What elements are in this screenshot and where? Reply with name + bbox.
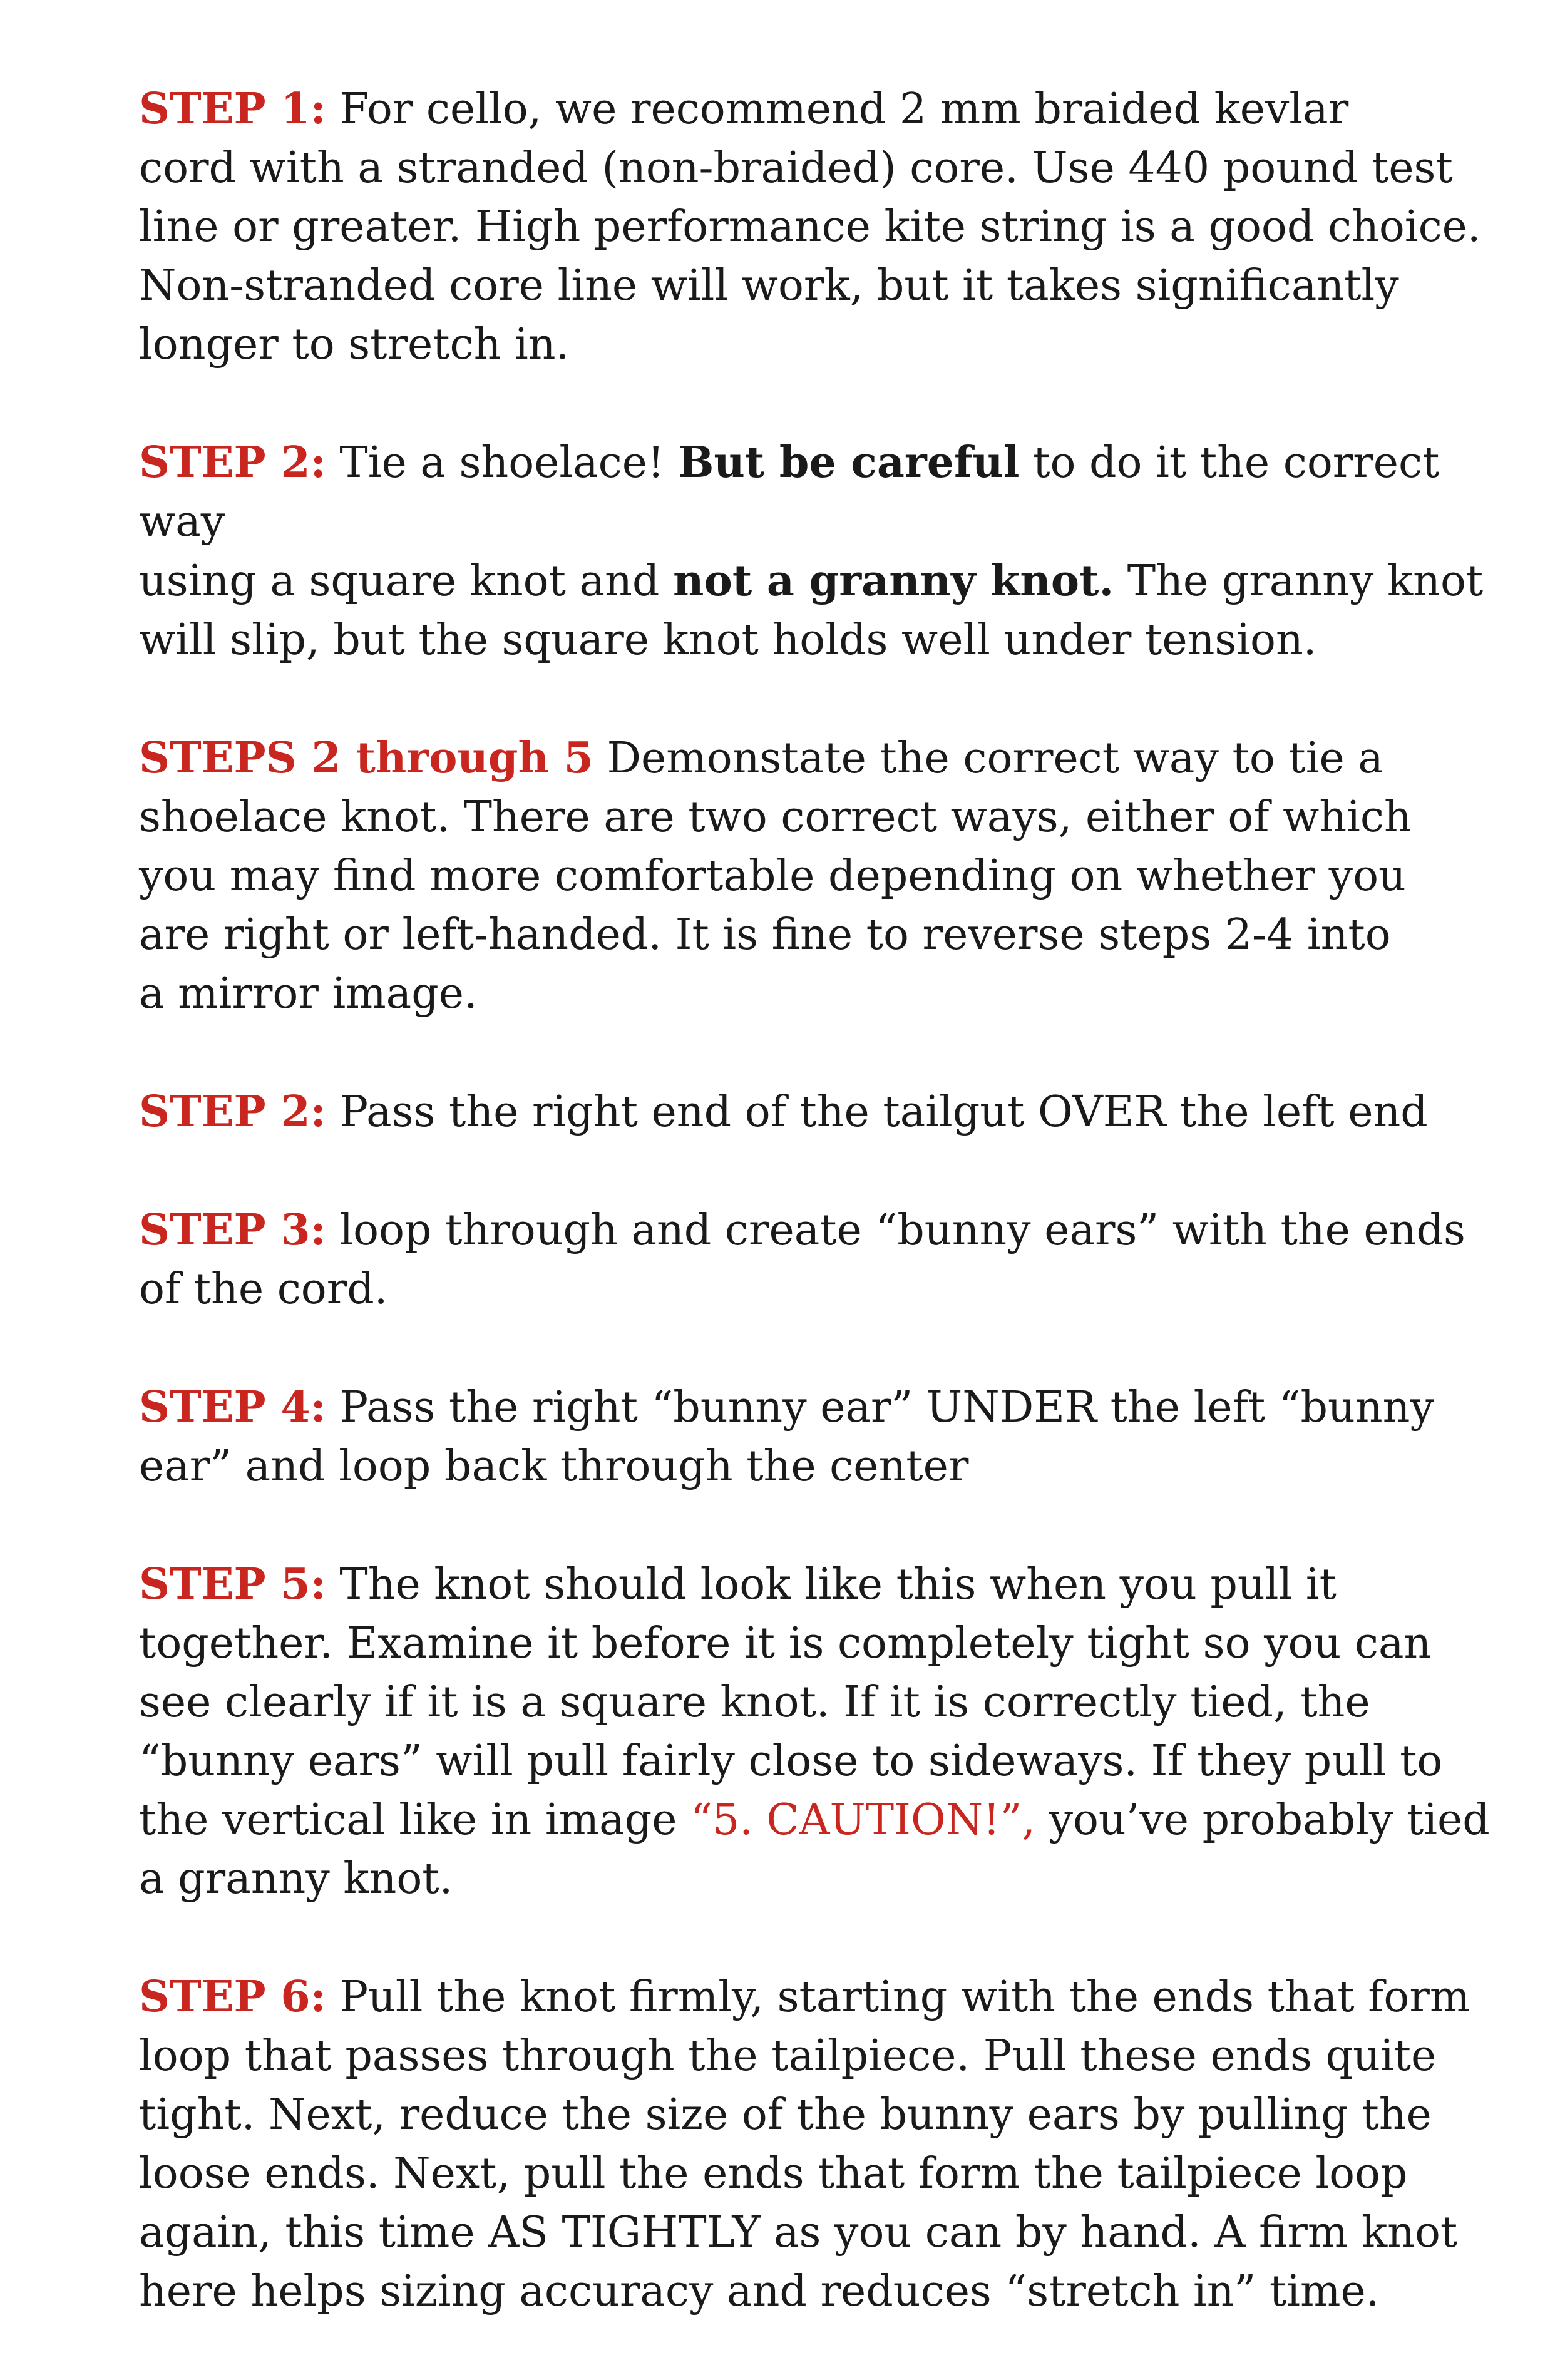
step-1-paragraph (139, 80, 1516, 374)
step-2-label: STEP 2: (139, 438, 326, 488)
step-2-emphasis-granny: not a granny knot. (673, 556, 1114, 606)
step-4-label: STEP 4: (139, 1382, 326, 1432)
step-6-paragraph (139, 1967, 1516, 2321)
steps-2-5-label: STEPS 2 through 5 (139, 733, 593, 783)
step-5-text-b: you’ve probably tied a granny knot. (139, 1795, 1490, 1904)
step-1-label: STEP 1: (139, 84, 326, 134)
step-3-text: loop through and create “bunny ears” with the ends of the cord. (139, 1206, 1465, 1314)
step-2-paragraph (139, 433, 1516, 670)
step-5-paragraph (139, 1555, 1516, 1909)
step-6-label: STEP 6: (139, 1972, 326, 2022)
step-5-caution-reference: “5. CAUTION!”, (690, 1795, 1035, 1845)
step-2-text-b: to do it the correct way using a square knot and (139, 438, 1440, 606)
step-5-text-a: The knot should look like this when you pull it together. Examine it before it is completely tight so you can see clearly if it is a square knot. If it is correctly tied, the “bunny ears” will pull fairly close to sideways. If they pull to the vertical like in image (139, 1560, 1443, 1845)
step-5-label: STEP 5: (139, 1559, 326, 1609)
instructions-body (139, 80, 1516, 2380)
step-2b-text: Pass the right end of the tailgut OVER the left end (326, 1087, 1428, 1137)
steps-2-5-text: Demonstate the correct way to tie a shoelace knot. There are two correct ways, either of which you may find more comfortable depending on whether you are right or left-handed. It is fine to reverse steps 2-4 into a mirror image. (139, 734, 1412, 1018)
step-2b-paragraph (139, 1082, 1516, 1142)
step-2b-label: STEP 2: (139, 1087, 326, 1137)
step-2-emphasis-careful: But be careful (677, 438, 1020, 488)
step-2-text-a: Tie a shoelace! (326, 438, 678, 488)
step-3-label: STEP 3: (139, 1205, 326, 1255)
step-4-text: Pass the right “bunny ear” UNDER the left “bunny ear” and loop back through the center (139, 1383, 1434, 1491)
step-1-text: For cello, we recommend 2 mm braided kevlar cord with a stranded (non-braided) core. Use 440 pound test line or greater. High performance kite string is a good choice. Non-stranded core line will work, but it takes significantly longer to stretch in. (139, 85, 1481, 369)
steps-2-5-paragraph (139, 729, 1516, 1023)
step-3-paragraph (139, 1201, 1516, 1319)
step-2-text-c: The granny knot will slip, but the square knot holds well under tension. (139, 557, 1484, 665)
step-4-paragraph (139, 1378, 1516, 1496)
step-6-text: Pull the knot firmly, starting with the ends that form loop that passes through the tailpiece. Pull these ends quite tight. Next, reduce the size of the bunny ears by pulling the loose ends. Next, pull the ends that form the tailpiece loop again, this time AS TIGHTLY as you can by hand. A firm knot here helps sizing accuracy and reduces “stretch in” time. (139, 1972, 1470, 2316)
